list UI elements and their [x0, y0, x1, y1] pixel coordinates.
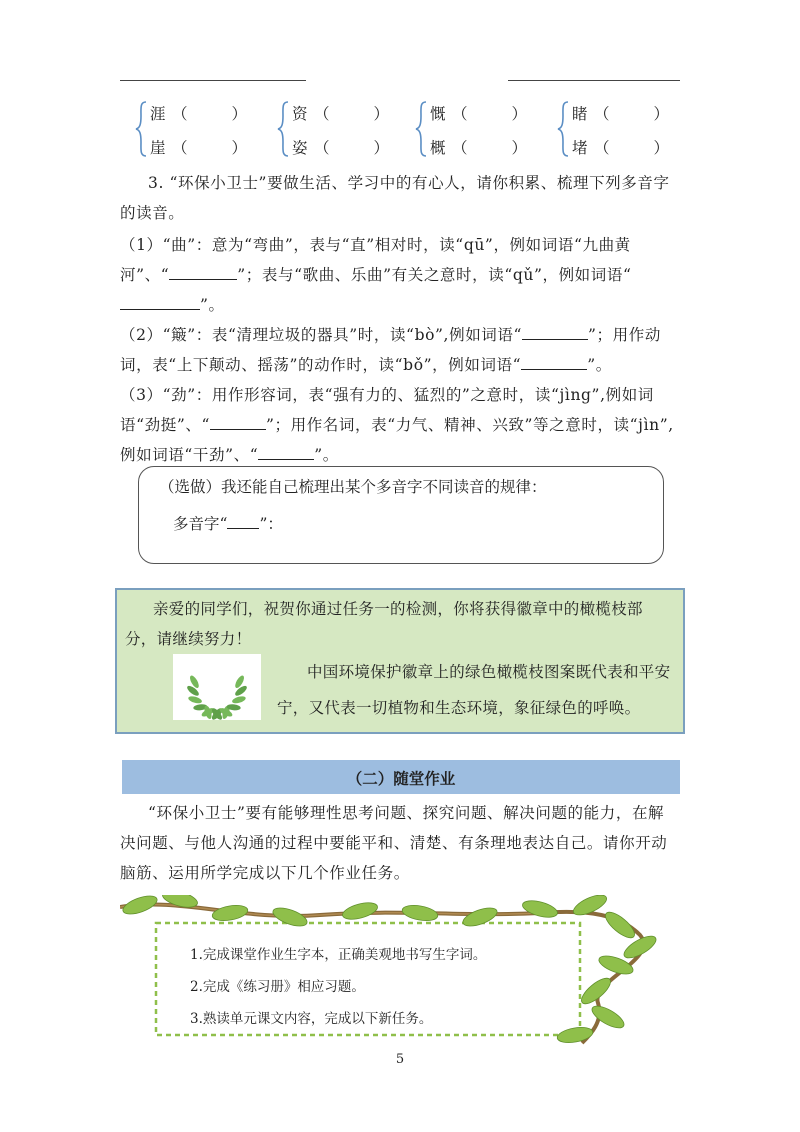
pinyin-blank[interactable]: （ ） [594, 139, 670, 157]
q3-item-1: （1）“曲”：意为“弯曲”，表与“直”相对时，读“qū”，例如词语“九曲黄河”、“ ”；表与“歌曲、乐曲”有关之意时，读“qǔ”，例如词语“”。 [120, 236, 632, 314]
olive-branch-image [173, 654, 261, 720]
pinyin-blank[interactable]: （ ） [452, 105, 528, 123]
vine-leaf [211, 903, 249, 923]
task-3: 3.熟读单元课文内容，完成以下新任务。 [190, 1011, 433, 1027]
character: 涯 [150, 105, 166, 123]
badge-box [115, 588, 685, 734]
task-vine-box [120, 895, 680, 1045]
vine-leaf [341, 900, 379, 923]
character: 资 [292, 105, 308, 123]
pinyin-pair [134, 100, 274, 158]
pinyin-row [150, 136, 250, 158]
pinyin-row [292, 136, 392, 158]
answer-blank[interactable] [169, 262, 237, 280]
section-title: （二）随堂作业 [346, 769, 456, 788]
vine-leaf [521, 898, 559, 921]
top-answer-line-left [120, 80, 306, 81]
section-intro: “环保小卫士”要有能够理性思考问题、探究问题、解决问题的能力，在解决问题、与他人沟通的过程中要能平和、清楚、有条理地表达自己。请你开动脑筋、运用所学完成以下几个作业任务。 [120, 804, 668, 882]
answer-blank[interactable] [120, 292, 200, 310]
vine-leaf [271, 904, 310, 929]
character: 慨 [430, 105, 446, 123]
pinyin-pair [556, 100, 696, 158]
elective-answer-line: 多音字“ ”： [173, 511, 283, 534]
pinyin-row [572, 136, 672, 158]
olive-leaf [188, 695, 203, 705]
elective-prompt: （选做）我还能自己梳理出某个多音字不同读音的规律： [159, 478, 547, 496]
character: 姿 [292, 139, 308, 157]
pinyin-pair [414, 100, 554, 158]
character: 概 [430, 139, 446, 157]
vine-leaf [556, 1025, 594, 1045]
pinyin-blank[interactable]: （ ） [594, 105, 670, 123]
pinyin-blank[interactable]: （ ） [314, 139, 390, 157]
pinyin-blank[interactable]: （ ） [314, 105, 390, 123]
q3-item-3: （3）“劲”：用作形容词，表“强有力的、猛烈的”之意时，读“jìng”,例如词语“劲挺”、“ ”；用作名词，表“力气、精神、兴致”等之意时，读“jìn”,例如词语“干劲”、“ ”。 [120, 386, 674, 464]
pinyin-pair [276, 100, 416, 158]
olive-wreath-icon [173, 654, 261, 720]
character: 崖 [150, 139, 166, 157]
pinyin-row [572, 102, 672, 124]
brace-icon [556, 100, 570, 158]
answer-blank[interactable] [258, 442, 314, 460]
brace-icon [134, 100, 148, 158]
character: 堵 [572, 139, 588, 157]
polyphone-blank[interactable] [227, 511, 259, 529]
brace-icon [414, 100, 428, 158]
section-header-bar [122, 760, 680, 794]
q3-item-2: （2）“簸”：表“清理垃圾的器具”时，读“bò”,例如词语“ ”；用作动词，表“上下颠动、摇荡”的动作时，读“bǒ”，例如词语“ ”。 [120, 320, 680, 380]
page-number: 5 [395, 1052, 405, 1067]
pinyin-blank[interactable]: （ ） [452, 139, 528, 157]
vine-leaf [401, 903, 439, 923]
olive-leaf [231, 695, 246, 705]
vine-leaf [602, 908, 639, 942]
q3-intro: 3. “环保小卫士”要做生活、学习中的有心人，请你积累、梳理下列多音字的读音。 [120, 174, 670, 222]
brace-icon [276, 100, 290, 158]
character: 睹 [572, 105, 588, 123]
top-answer-line-right [508, 80, 680, 81]
badge-message: 亲爱的同学们，祝贺你通过任务一的检测，你将获得徽章中的橄榄枝部分，请继续努力！ [125, 600, 643, 648]
answer-blank[interactable] [522, 322, 588, 340]
answer-blank[interactable] [521, 352, 587, 370]
pinyin-row [292, 102, 392, 124]
pinyin-blank[interactable]: （ ） [172, 139, 248, 157]
pinyin-row [150, 102, 250, 124]
badge-description: 中国环境保护徽章上的绿色橄榄枝图案既代表和平安宁，又代表一切植物和生态环境，象征绿色的呼唤。 [277, 663, 671, 717]
answer-blank[interactable] [210, 412, 266, 430]
pinyin-blank[interactable]: （ ） [172, 105, 248, 123]
pinyin-row [430, 102, 530, 124]
vine-leaf [461, 904, 500, 929]
task-1: 1.完成课堂作业生字本，正确美观地书写生字词。 [190, 947, 487, 963]
elective-box [138, 466, 664, 564]
task-2: 2.完成《练习册》相应习题。 [190, 979, 365, 995]
pinyin-row [430, 136, 530, 158]
